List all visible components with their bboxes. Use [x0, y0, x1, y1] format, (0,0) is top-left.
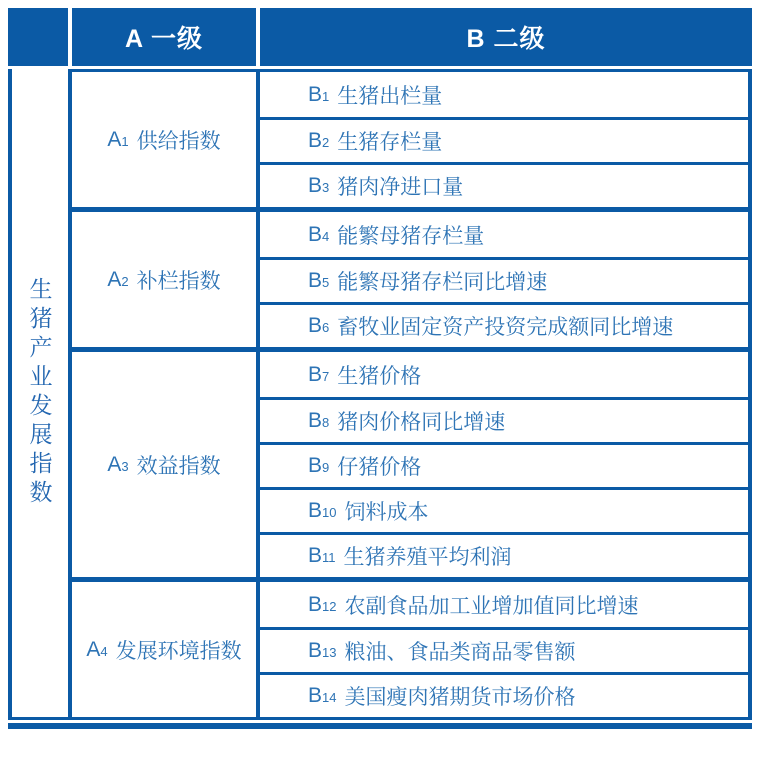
index-code: B12	[308, 592, 337, 616]
index-code-subscript: 1	[322, 88, 330, 104]
index-code: B11	[308, 544, 336, 567]
table-body	[8, 69, 752, 720]
secondary-index-row-b5	[260, 257, 748, 302]
secondary-index-row-b12	[260, 582, 748, 627]
primary-index-label: 发展环境指数	[115, 639, 242, 663]
index-code: B7	[308, 362, 330, 386]
secondary-index-rows	[260, 212, 748, 347]
index-code: B2	[308, 129, 330, 152]
index-code-subscript: 3	[121, 458, 129, 474]
section-a1	[72, 69, 748, 207]
secondary-index-row-b7	[260, 352, 748, 397]
secondary-index-row-b10	[260, 487, 748, 532]
secondary-index-row-b6	[260, 302, 748, 347]
primary-index-cell	[72, 352, 260, 577]
sections	[72, 69, 752, 717]
index-code-subscript: 12	[322, 598, 337, 614]
index-hierarchy-table	[8, 8, 752, 729]
index-code-subscript: 9	[322, 460, 330, 475]
secondary-index-row-b13	[260, 627, 748, 672]
primary-index-label: 效益指数	[136, 454, 221, 478]
index-code: B5	[308, 269, 330, 292]
secondary-index-row-b11	[260, 532, 748, 577]
secondary-index-label: 生猪价格	[337, 364, 422, 388]
primary-index-label: 补栏指数	[136, 269, 221, 293]
index-code: A2	[107, 267, 129, 291]
secondary-index-label: 猪肉净进口量	[337, 176, 464, 199]
secondary-index-label: 饲料成本	[344, 501, 429, 524]
primary-index-label: 供给指数	[136, 129, 221, 153]
index-code: A3	[107, 452, 129, 476]
index-code-subscript: 6	[322, 320, 330, 335]
secondary-index-label: 猪肉价格同比增速	[337, 411, 506, 434]
section-a4	[72, 577, 748, 717]
index-code-subscript: 10	[322, 505, 337, 520]
index-code: B6	[308, 314, 330, 337]
secondary-index-label: 能繁母猪存栏量	[337, 224, 485, 248]
index-code-subscript: 5	[322, 275, 330, 290]
secondary-index-label: 生猪存栏量	[337, 131, 443, 154]
secondary-index-row-b14	[260, 672, 748, 717]
index-code: B4	[308, 222, 330, 246]
primary-index-cell	[72, 72, 260, 207]
index-code: B1	[308, 82, 330, 106]
secondary-index-label: 畜牧业固定资产投资完成额同比增速	[337, 316, 674, 339]
index-code-subscript: 3	[322, 180, 330, 195]
secondary-index-rows	[260, 72, 748, 207]
section-a2	[72, 207, 748, 347]
secondary-index-row-b8	[260, 397, 748, 442]
primary-index-cell	[72, 582, 260, 717]
index-code: B8	[308, 409, 330, 432]
secondary-index-row-b2	[260, 117, 748, 162]
index-code-subscript: 7	[322, 368, 330, 384]
index-code: B3	[308, 174, 330, 197]
index-code-subscript: 13	[322, 645, 337, 660]
footer-strip	[8, 723, 752, 729]
index-code: A4	[86, 637, 108, 661]
secondary-index-label: 农副食品加工业增加值同比增速	[344, 594, 639, 618]
index-code: A1	[107, 127, 129, 151]
secondary-index-rows	[260, 352, 748, 577]
index-code: B9	[308, 454, 330, 477]
secondary-index-row-b9	[260, 442, 748, 487]
index-code-subscript: 1	[121, 133, 129, 149]
index-code: B10	[308, 499, 337, 522]
secondary-index-label: 生猪养殖平均利润	[343, 546, 512, 569]
index-code-subscript: 11	[322, 550, 336, 565]
root-index-cell	[8, 69, 72, 717]
index-code-subscript: 2	[121, 273, 129, 289]
section-a3	[72, 347, 748, 577]
index-code-subscript: 4	[322, 228, 330, 244]
table-header-row	[8, 8, 752, 66]
index-code-subscript: 2	[322, 135, 330, 150]
secondary-index-label: 仔猪价格	[337, 456, 422, 479]
secondary-index-row-b3	[260, 162, 748, 207]
index-code: B14	[308, 684, 337, 707]
header-corner-cell	[8, 8, 68, 66]
root-index-label: 生猪产业发展指数	[26, 277, 53, 509]
header-secondary-level: B 二级	[260, 8, 752, 66]
secondary-index-rows	[260, 582, 748, 717]
secondary-index-label: 粮油、食品类商品零售额	[344, 641, 576, 664]
secondary-index-label: 美国瘦肉猪期货市场价格	[344, 686, 576, 709]
index-code: B13	[308, 639, 337, 662]
index-code-subscript: 4	[100, 643, 108, 659]
secondary-index-label: 生猪出栏量	[337, 84, 443, 108]
index-code-subscript: 8	[322, 415, 330, 430]
primary-index-cell	[72, 212, 260, 347]
header-primary-level: A 一级	[72, 8, 256, 66]
secondary-index-row-b4	[260, 212, 748, 257]
secondary-index-row-b1	[260, 72, 748, 117]
secondary-index-label: 能繁母猪存栏同比增速	[337, 271, 548, 294]
index-code-subscript: 14	[322, 690, 337, 705]
